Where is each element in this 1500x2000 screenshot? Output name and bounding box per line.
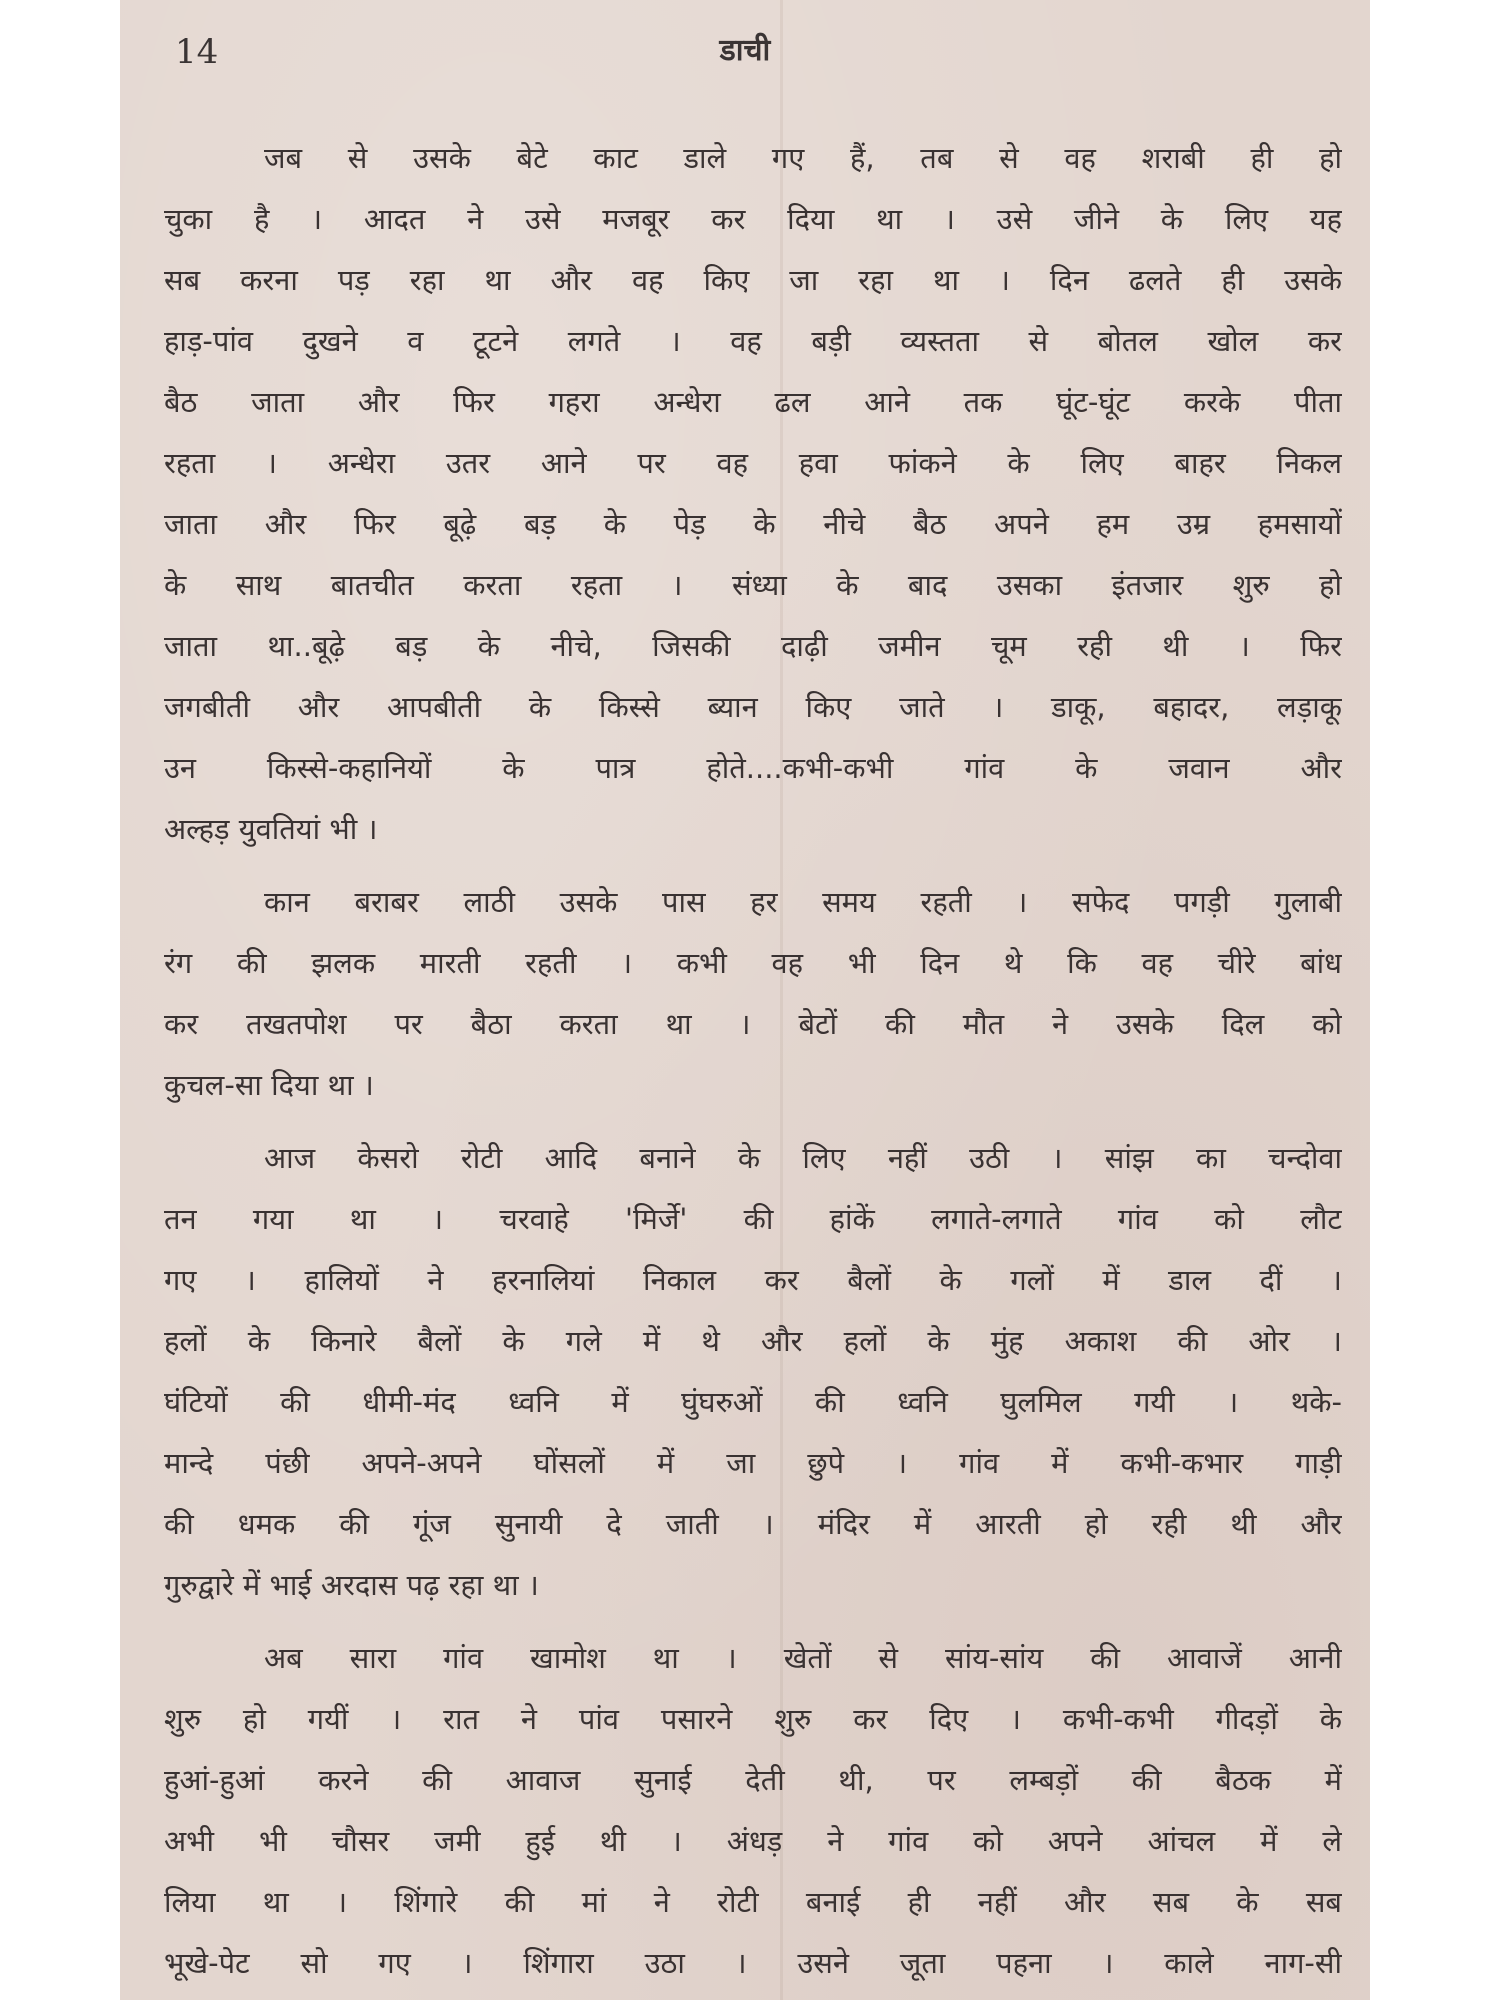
text-line: के साथ बातचीत करता रहता । संध्या के बाद उसका इंतजार शुरु हो (164, 568, 1342, 602)
paragraph (164, 1628, 1342, 1994)
text-line: जब से उसके बेटे काट डाले गए हैं, तब से वह शराबी ही हो (264, 141, 1342, 175)
paragraph (164, 128, 1342, 860)
text-line: घंटियों की धीमी-मंद ध्वनि में घुंघरुओं की ध्वनि घुलमिल गयी । थके- (164, 1385, 1342, 1419)
text-line: हाड़-पांव दुखने व टूटने लगते । वह बड़ी व्यस्तता से बोतल खोल कर (164, 324, 1342, 358)
text-line: मान्दे पंछी अपने-अपने घोंसलों में जा छुपे । गांव में कभी-कभार गाड़ी (164, 1446, 1342, 1480)
text-line: बैठ जाता और फिर गहरा अन्धेरा ढल आने तक घूंट-घूंट करके पीता (164, 385, 1342, 419)
text-line: गुरुद्वारे में भाई अरदास पढ़ रहा था । (164, 1568, 539, 1602)
text-line: जगबीती और आपबीती के किस्से ब्यान किए जाते । डाकू, बहादर, लड़ाकू (164, 690, 1342, 724)
text-line: रंग की झलक मारती रहती । कभी वह भी दिन थे कि वह चीरे बांध (164, 946, 1342, 980)
text-line: हुआं-हुआं करने की आवाज सुनाई देती थी, पर लम्बड़ों की बैठक में (164, 1763, 1342, 1797)
text-line: कान बराबर लाठी उसके पास हर समय रहती । सफेद पगड़ी गुलाबी (264, 885, 1342, 919)
paragraph (164, 872, 1342, 1116)
text-line: सब करना पड़ रहा था और वह किए जा रहा था । दिन ढलते ही उसके (164, 263, 1342, 297)
text-line: रहता । अन्धेरा उतर आने पर वह हवा फांकने के लिए बाहर निकल (164, 446, 1342, 480)
text-line: जाता था..बूढ़े बड़ के नीचे, जिसकी दाढ़ी जमीन चूम रही थी । फिर (164, 629, 1342, 663)
text-line: तन गया था । चरवाहे 'मिर्जे' की हांकें लगाते-लगाते गांव को लौट (164, 1202, 1342, 1236)
text-line: चुका है । आदत ने उसे मजबूर कर दिया था । उसे जीने के लिए यह (164, 202, 1342, 236)
text-line: शुरु हो गयीं । रात ने पांव पसारने शुरु कर दिए । कभी-कभी गीदड़ों के (164, 1702, 1342, 1736)
text-line: जाता और फिर बूढ़े बड़ के पेड़ के नीचे बैठ अपने हम उम्र हमसायों (164, 507, 1342, 541)
text-line: हलों के किनारे बैलों के गले में थे और हलों के मुंह अकाश की ओर । (164, 1324, 1342, 1358)
text-line: उन किस्से-कहानियों के पात्र होते....कभी-कभी गांव के जवान और (164, 751, 1342, 785)
text-line: आज केसरो रोटी आदि बनाने के लिए नहीं उठी । सांझ का चन्दोवा (264, 1141, 1342, 1175)
text-line: लिया था । शिंगारे की मां ने रोटी बनाई ही नहीं और सब के सब (164, 1885, 1342, 1919)
text-line: अब सारा गांव खामोश था । खेतों से सांय-सांय की आवाजें आनी (264, 1641, 1342, 1675)
text-line: की धमक की गूंज सुनायी दे जाती । मंदिर में आरती हो रही थी और (164, 1507, 1342, 1541)
page-number: 14 (175, 32, 219, 72)
text-line: कर तखतपोश पर बैठा करता था । बेटों की मौत ने उसके दिल को (164, 1007, 1342, 1041)
running-title: डाची (719, 33, 771, 68)
text-line: अल्हड़ युवतियां भी । (164, 812, 378, 846)
book-page (120, 0, 1370, 2000)
text-line: भूखे-पेट सो गए । शिंगारा उठा । उसने जूता पहना । काले नाग-सी (164, 1946, 1342, 1980)
text-line: अभी भी चौसर जमी हुई थी । अंधड़ ने गांव को अपने आंचल में ले (164, 1824, 1342, 1858)
text-line: गए । हालियों ने हरनालियां निकाल कर बैलों के गलों में डाल दीं । (164, 1263, 1342, 1297)
paragraph (164, 1128, 1342, 1616)
body-text (164, 128, 1342, 2000)
text-line: कुचल-सा दिया था । (164, 1068, 374, 1102)
